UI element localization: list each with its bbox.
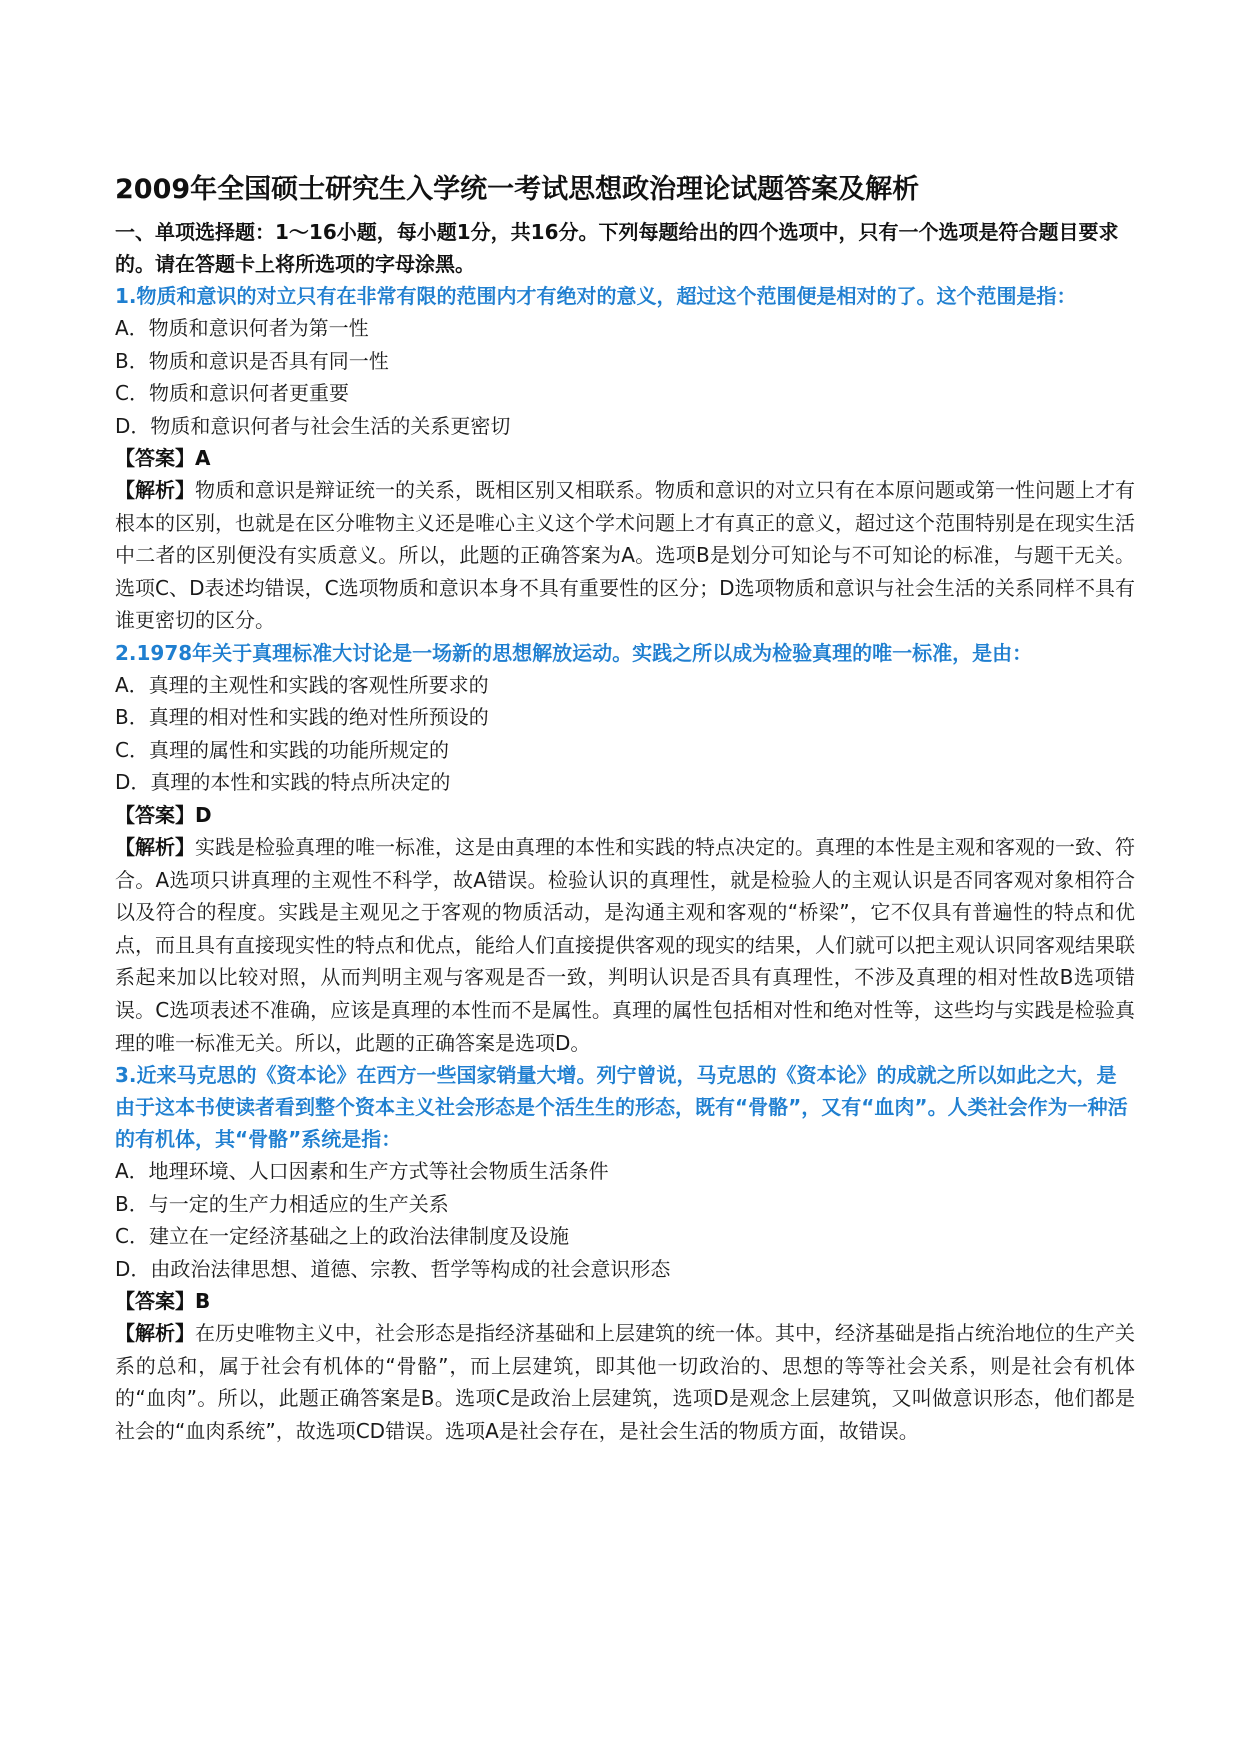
analysis-text: 物质和意识是辩证统一的关系，既相区别又相联系。物质和意识的对立只有在本原问题或第一性问题上才有根本的区别，也就是在区分唯物主义还是唯心主义这个学术问题上才有真正的意义，超过这个范围特别是在现实生活中二者的区别便没有实质意义。所以，此题的正确答案为A。选项B是划分可知论与不可知论的标准，与题干无关。选项C、D表述均错误，C选项物质和意识本身不具有重要性的区分；D选项物质和意识与社会生活的关系同样不具有谁更密切的区分。 xyxy=(115,478,1135,633)
analysis-tag: 【解析】 xyxy=(115,1321,195,1346)
question-block-3 xyxy=(115,1059,1135,1447)
option-c: C．真理的属性和实践的功能所规定的 xyxy=(115,737,449,762)
option-b: B．物质和意识是否具有同一性 xyxy=(115,348,389,373)
document-page xyxy=(115,170,1135,1448)
question-block-1 xyxy=(115,280,1135,637)
analysis-tag: 【解析】 xyxy=(115,834,195,859)
analysis-paragraph xyxy=(115,831,1135,1059)
option-c: C．物质和意识何者更重要 xyxy=(115,381,349,405)
analysis-paragraph xyxy=(115,474,1135,637)
question-block-2 xyxy=(115,637,1135,1059)
question-stem: 2.1978年关于真理标准大讨论是一场新的思想解放运动。实践之所以成为检验真理的唯一标准，是由： xyxy=(115,640,1033,665)
answer-line: 【答案】D xyxy=(115,802,212,827)
question-stem: 3.近来马克思的《资本论》在西方一些国家销量大增。列宁曾说，马克思的《资本论》的成就之所以如此之大，是由于这本书使读者看到整个资本主义社会形态是个活生生的形态，既有“骨骼”，又有“血肉”。人类社会作为一种活的有机体，其“骨骼”系统是指： xyxy=(115,1063,1128,1152)
question-stem: 1.物质和意识的对立只有在非常有限的范围内才有绝对的意义，超过这个范围便是相对的了。这个范围是指： xyxy=(115,284,1077,308)
analysis-paragraph xyxy=(115,1317,1135,1447)
answer-line: 【答案】B xyxy=(115,1289,211,1314)
page-title: 2009年全国硕士研究生入学统一考试思想政治理论试题答案及解析 xyxy=(115,174,920,205)
section-heading: 一、单项选择题：1～16小题，每小题1分，共16分。下列每题给出的四个选项中，只有一个选项是符合题目要求的。请在答题卡上将所选项的字母涂黑。 xyxy=(115,220,1119,276)
option-b: B．与一定的生产力相适应的生产关系 xyxy=(115,1191,449,1216)
analysis-text: 实践是检验真理的唯一标准，这是由真理的本性和实践的特点决定的。真理的本性是主观和客观的一致、符合。A选项只讲真理的主观性不科学，故A错误。检验认识的真理性，就是检验人的主观认识是否同客观对象相符合以及符合的程度。实践是主观见之于客观的物质活动，是沟通主观和客观的“桥梁”，它不仅具有普遍性的特点和优点，而且具有直接现实性的特点和优点，能给人们直接提供客观的现实的结果，人们就可以把主观认识同客观结果联系起来加以比较对照，从而判明主观与客观是否一致，判明认识是否具有真理性，不涉及真理的相对性故B选项错误。C选项表述不准确，应该是真理的本性而不是属性。真理的属性包括相对性和绝对性等，这些均与实践是检验真理的唯一标准无关。所以，此题的正确答案是选项D。 xyxy=(115,834,1135,1055)
option-a: A．物质和意识何者为第一性 xyxy=(115,316,369,340)
option-c: C．建立在一定经济基础之上的政治法律制度及设施 xyxy=(115,1224,569,1249)
option-d: D．物质和意识何者与社会生活的关系更密切 xyxy=(115,413,511,438)
answer-line: 【答案】A xyxy=(115,446,211,470)
option-a: A．地理环境、人口因素和生产方式等社会物质生活条件 xyxy=(115,1159,609,1184)
analysis-text: 在历史唯物主义中，社会形态是指经济基础和上层建筑的统一体。其中，经济基础是指占统治地位的生产关系的总和，属于社会有机体的“骨骼”，而上层建筑，即其他一切政治的、思想的等等社会关系，则是社会有机体的“血肉”。所以，此题正确答案是B。选项C是政治上层建筑，选项D是观念上层建筑，又叫做意识形态，他们都是社会的“血肉系统”，故选项CD错误。选项A是社会存在，是社会生活的物质方面，故错误。 xyxy=(115,1321,1135,1443)
option-a: A．真理的主观性和实践的客观性所要求的 xyxy=(115,672,489,697)
option-d: D．真理的本性和实践的特点所决定的 xyxy=(115,770,451,795)
analysis-tag: 【解析】 xyxy=(115,478,195,502)
option-d: D．由政治法律思想、道德、宗教、哲学等构成的社会意识形态 xyxy=(115,1256,671,1281)
option-b: B．真理的相对性和实践的绝对性所预设的 xyxy=(115,705,489,730)
